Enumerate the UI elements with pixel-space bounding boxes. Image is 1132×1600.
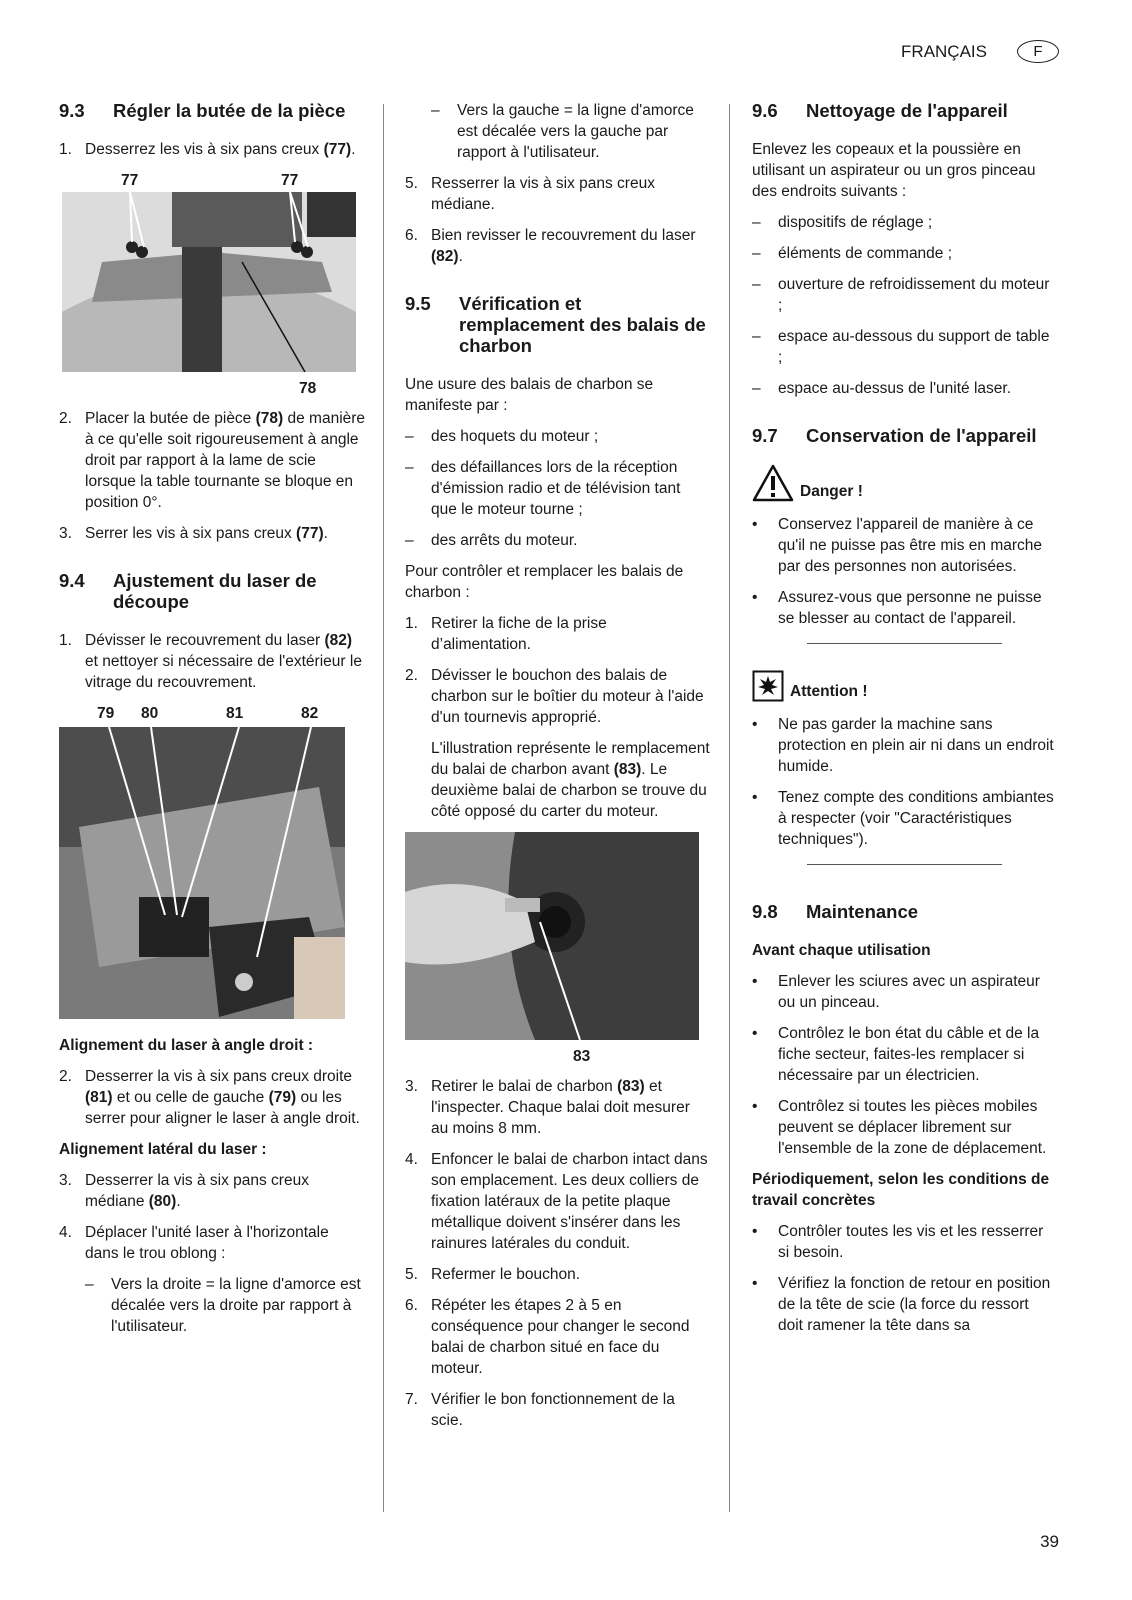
section-heading-9-3: 9.3 Régler la butée de la pièce	[59, 100, 346, 121]
list-item: 5. Refermer le bouchon.	[405, 1266, 581, 1283]
column-divider	[729, 104, 730, 1512]
paragraph: Enlevez les copeaux et la poussière en utilisant un aspirateur ou un gros pinceau des endroits suivants :	[752, 141, 1036, 200]
list-item: • Tenez compte des conditions ambiantes à respecter (voir "Caractéristiques techniques").	[752, 789, 1054, 848]
list-item: – dispositifs de réglage ;	[752, 214, 933, 231]
figure-labels	[59, 703, 366, 725]
subheading: Avant chaque utilisation	[752, 942, 931, 959]
list-item: • Assurez-vous que personne ne puisse se blesser au contact de l'appareil.	[752, 589, 1042, 627]
figure-callout-77: 77	[281, 172, 299, 189]
language-label: FRANÇAIS	[901, 42, 987, 61]
divider	[807, 643, 1002, 644]
divider	[807, 864, 1002, 865]
list-item: – espace au-dessus de l'unité laser.	[752, 380, 1012, 397]
list-item: – des défaillances lors de la réception d'émission radio et de télévision tant que le moteur tourne ;	[405, 459, 681, 518]
list-item: 1. Desserrez les vis à six pans creux (77).	[59, 141, 356, 158]
list-item: – Vers la gauche = la ligne d'amorce est décalée vers la gauche par rapport à l'utilisateur.	[431, 102, 694, 161]
attention-notice	[752, 670, 1057, 702]
subheading: Alignement du laser à angle droit :	[59, 1037, 314, 1054]
list-item: 5. Resserrer la vis à six pans creux médiane.	[405, 175, 655, 213]
list-item: • Ne pas garder la machine sans protection en plein air ni dans un endroit humide.	[752, 716, 1054, 775]
list-item: • Contrôlez le bon état du câble et de la fiche secteur, faites-les remplacer si nécessaire par un électricien.	[752, 1025, 1040, 1084]
language-code-badge: F	[1017, 40, 1059, 63]
list-item: 7. Vérifier le bon fonctionnement de la scie.	[405, 1391, 675, 1429]
list-item: – Vers la droite = la ligne d'amorce est décalée vers la droite par rapport à l'utilisateur.	[85, 1276, 361, 1335]
danger-label: Danger !	[800, 483, 863, 500]
list-item: 6. Répéter les étapes 2 à 5 en conséquence pour changer le second balai de charbon situé en face du moteur.	[405, 1297, 690, 1377]
paragraph: L'illustration représente le remplacement du balai de charbon avant (83). Le deuxième balai de charbon se trouve du côté opposé du carter du moteur.	[431, 740, 710, 820]
list-item: 4. Déplacer l'unité laser à l'horizontale dans le trou oblong :	[59, 1224, 329, 1262]
column-3	[752, 100, 1057, 1346]
section-heading-9-8: 9.8 Maintenance	[752, 901, 919, 922]
attention-icon	[752, 670, 784, 702]
list-item: – ouverture de refroidissement du moteur ;	[752, 276, 1050, 314]
list-item: 1. Retirer la fiche de la prise d’alimentation.	[405, 615, 607, 653]
list-item: – des hoquets du moteur ;	[405, 428, 599, 445]
column-1	[59, 100, 366, 1347]
page-number: 39	[1040, 1532, 1059, 1551]
list-item: 4. Enfoncer le balai de charbon intact dans son emplacement. Les deux colliers de fixation latéraux de la petite plaque métallique doivent s'insérer dans les rainures latérales du conduit.	[405, 1151, 708, 1252]
list-item: – éléments de commande ;	[752, 245, 953, 262]
section-heading-9-5: 9.5 Vérification et remplacement des balais de charbon	[405, 293, 706, 356]
paragraph: Une usure des balais de charbon se manifeste par :	[405, 376, 654, 414]
list-item: • Conservez l'appareil de manière à ce qu'il ne puisse pas être mis en marche par des personnes non autorisées.	[752, 516, 1043, 575]
section-heading-9-7: 9.7 Conservation de l'appareil	[752, 425, 1037, 446]
list-item: – espace au-dessous du support de table ;	[752, 328, 1050, 366]
list-item: • Enlever les sciures avec un aspirateur ou un pinceau.	[752, 973, 1040, 1011]
danger-notice	[752, 464, 1057, 502]
figure-labels	[59, 170, 366, 192]
list-item: – des arrêts du moteur.	[405, 532, 578, 549]
figure-callout-79: 79	[97, 705, 115, 722]
list-item: • Contrôler toutes les vis et les resserrer si besoin.	[752, 1223, 1044, 1261]
warning-triangle-icon	[752, 464, 794, 502]
subheading: Alignement latéral du laser :	[59, 1141, 267, 1158]
list-item: 2. Placer la butée de pièce (78) de manière à ce qu'elle soit rigoureusement à angle droit par rapport à la lame de scie lorsque la table tournante se bloque en position 0°.	[59, 410, 366, 511]
section-heading-9-6: 9.6 Nettoyage de l'appareil	[752, 100, 1008, 121]
list-item: 3. Retirer le balai de charbon (83) et l'inspecter. Chaque balai doit mesurer au moins 8 mm.	[405, 1078, 690, 1137]
figure-callout-80: 80	[141, 705, 159, 722]
figure-callout-78: 78	[299, 380, 317, 397]
list-item: 6. Bien revisser le recouvrement du laser (82).	[405, 227, 696, 265]
list-item: 3. Serrer les vis à six pans creux (77).	[59, 525, 328, 542]
saw-fence-photo	[62, 192, 356, 372]
list-item: 2. Dévisser le bouchon des balais de charbon sur le boîtier du moteur à l'aide d'un tournevis approprié.	[405, 667, 704, 726]
list-item: 2. Desserrer la vis à six pans creux droite (81) et ou celle de gauche (79) ou les serrer pour aligner le laser à angle droit.	[59, 1068, 360, 1127]
paragraph: Pour contrôler et remplacer les balais de charbon :	[405, 563, 684, 601]
section-heading-9-4: 9.4 Ajustement du laser de découpe	[59, 570, 317, 612]
list-item: • Contrôlez si toutes les pièces mobiles peuvent se déplacer librement sur l'ensemble de la zone de déplacement.	[752, 1098, 1047, 1157]
column-divider	[383, 104, 384, 1512]
figure-callout-77: 77	[121, 172, 139, 189]
column-2	[405, 100, 710, 1441]
attention-label: Attention !	[790, 683, 868, 700]
figure-callout-81: 81	[226, 705, 244, 722]
carbon-brush-photo	[405, 832, 699, 1040]
list-item: 1. Dévisser le recouvrement du laser (82) et nettoyer si nécessaire de l'extérieur le vitrage du recouvrement.	[59, 632, 362, 691]
page-header	[901, 40, 1059, 63]
list-item: • Vérifiez la fonction de retour en position de la tête de scie (la force du ressort doit ramener la tête dans sa	[752, 1275, 1051, 1334]
laser-unit-photo	[59, 727, 345, 1019]
figure-callout-82: 82	[301, 705, 319, 722]
subheading: Périodiquement, selon les conditions de travail concrètes	[752, 1171, 1050, 1209]
list-item: 3. Desserrer la vis à six pans creux médiane (80).	[59, 1172, 309, 1210]
figure-callout-83: 83	[573, 1048, 591, 1065]
